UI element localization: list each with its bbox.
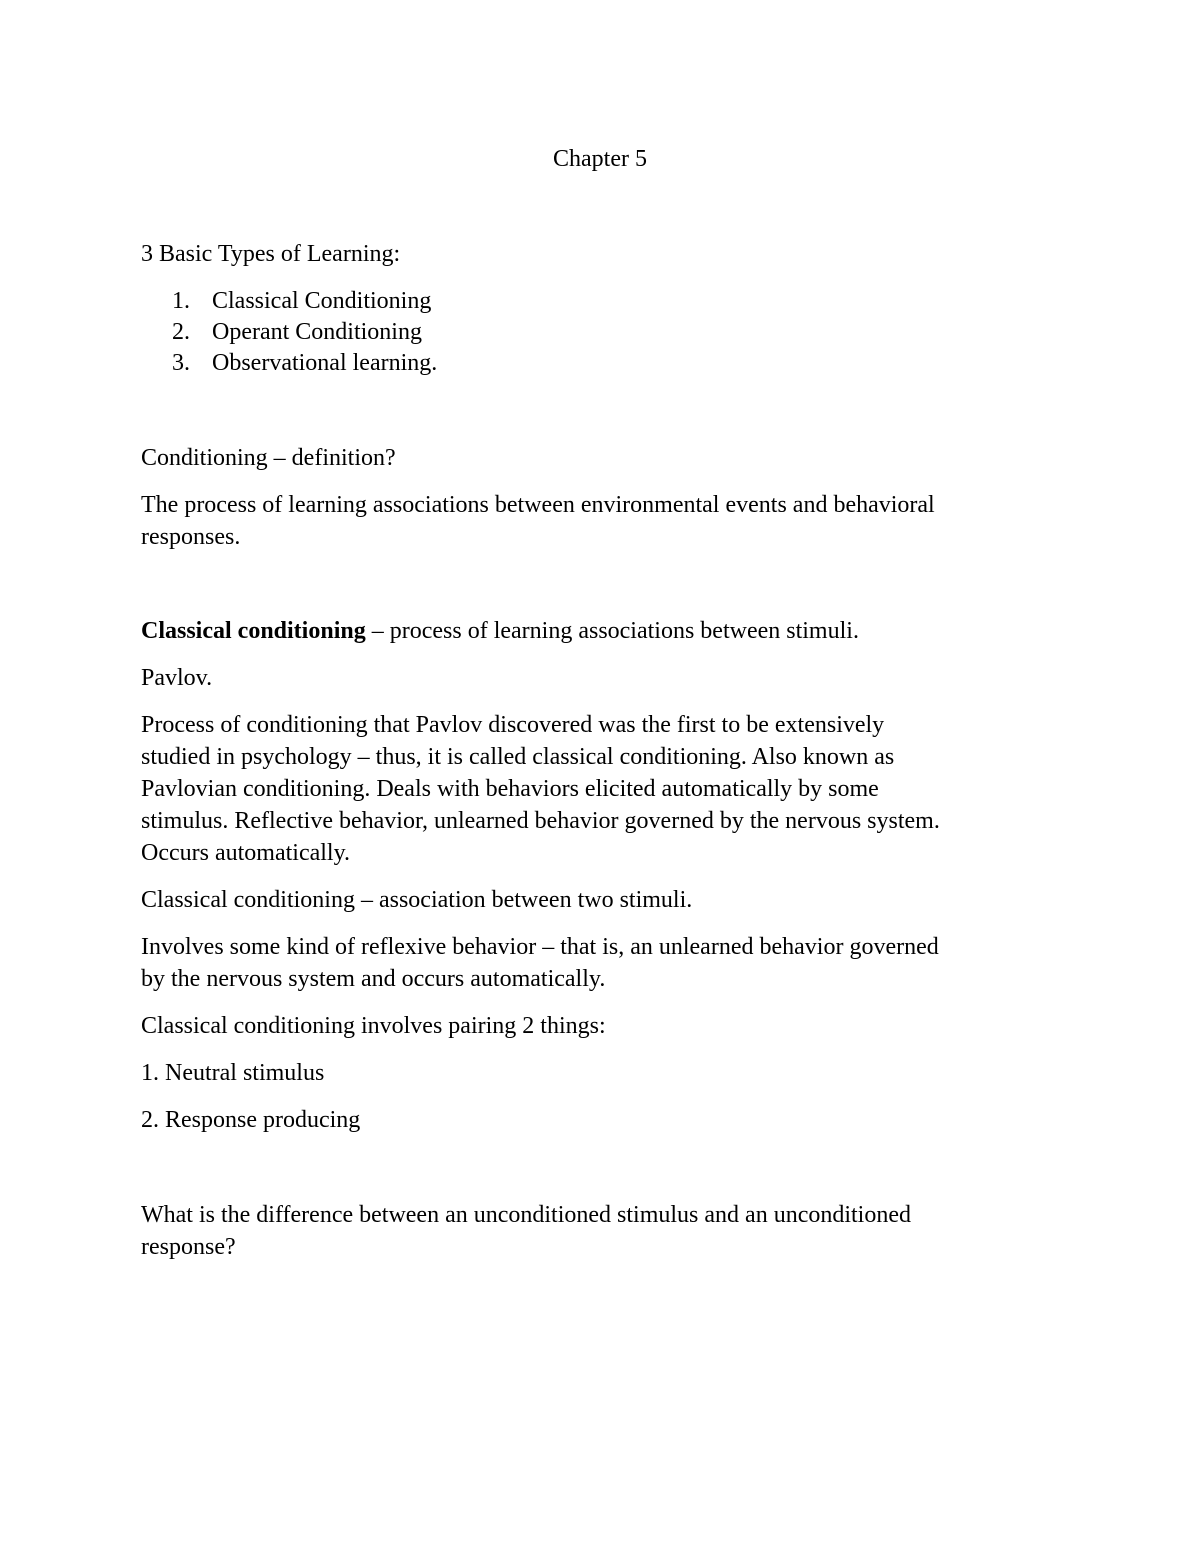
association-line: Classical conditioning – association between two stimuli. xyxy=(141,887,693,913)
types-heading: 3 Basic Types of Learning: xyxy=(141,241,401,267)
question-line: response? xyxy=(141,1234,236,1260)
pavlov-line: Pavlov. xyxy=(141,665,213,691)
paragraph-line: Pavlovian conditioning. Deals with behaviors elicited automatically by some xyxy=(141,776,879,802)
list-text: Classical Conditioning xyxy=(212,288,432,314)
list-number: 2. xyxy=(172,319,190,345)
definition-line: responses. xyxy=(141,524,241,550)
pair-item: 2. Response producing xyxy=(141,1107,361,1133)
list-item xyxy=(172,285,431,317)
pairing-line: Classical conditioning involves pairing 2 things: xyxy=(141,1013,606,1039)
conditioning-question: Conditioning – definition? xyxy=(141,445,396,471)
list-number: 1. xyxy=(172,288,190,314)
list-item xyxy=(172,316,422,348)
list-text: Operant Conditioning xyxy=(212,319,422,345)
list-text: Observational learning. xyxy=(212,350,438,376)
paragraph-line: by the nervous system and occurs automatically. xyxy=(141,966,606,992)
classical-def-text: – process of learning associations between stimuli. xyxy=(365,618,859,644)
classical-term: Classical conditioning xyxy=(141,618,366,644)
page-title: Chapter 5 xyxy=(553,146,647,172)
paragraph-line: Involves some kind of reflexive behavior – that is, an unlearned behavior governed xyxy=(141,934,939,960)
pair-item: 1. Neutral stimulus xyxy=(141,1060,325,1086)
definition-line: The process of learning associations between environmental events and behavioral xyxy=(141,492,935,518)
paragraph-line: stimulus. Reflective behavior, unlearned behavior governed by the nervous system. xyxy=(141,808,940,834)
list-number: 3. xyxy=(172,350,190,376)
paragraph-line: Process of conditioning that Pavlov discovered was the first to be extensively xyxy=(141,712,885,738)
paragraph-line: studied in psychology – thus, it is called classical conditioning. Also known as xyxy=(141,744,895,770)
classical-definition xyxy=(141,615,859,647)
list-item xyxy=(172,347,437,379)
paragraph-line: Occurs automatically. xyxy=(141,840,351,866)
question-line: What is the difference between an unconditioned stimulus and an unconditioned xyxy=(141,1202,912,1228)
